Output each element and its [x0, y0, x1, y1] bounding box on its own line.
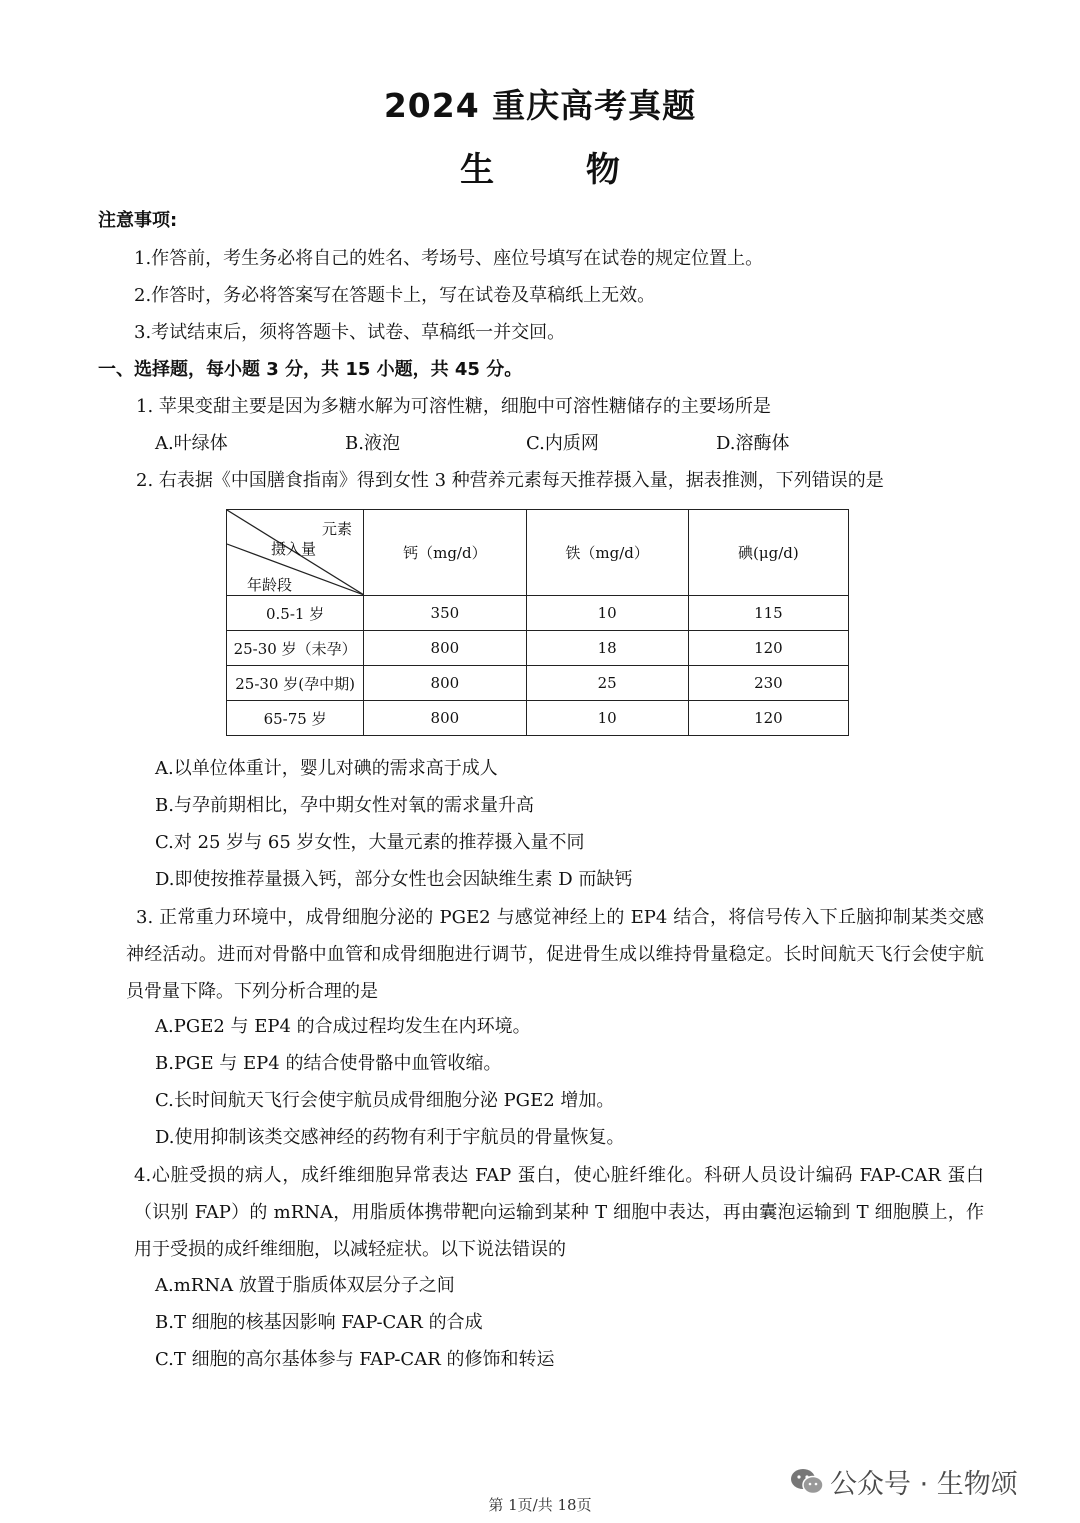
question-1-stem: 1. 苹果变甜主要是因为多糖水解为可溶性糖，细胞中可溶性糖储存的主要场所是	[136, 396, 771, 417]
table-row	[227, 701, 849, 736]
table-corner-cell	[227, 510, 364, 596]
corner-label-intake: 摄入量	[271, 540, 317, 558]
q3-option-b: B.PGE 与 EP4 的结合使骨骼中血管收缩。	[155, 1053, 502, 1074]
value-cell: 800	[364, 666, 526, 701]
page-number: 第 1页/共 18页	[488, 1496, 592, 1514]
table-row	[227, 631, 849, 666]
column-header-iodine: 碘(μg/d)	[688, 510, 848, 596]
q1-option-c: C.内质网	[526, 433, 599, 454]
q2-option-c: C.对 25 岁与 65 岁女性，大量元素的推荐摄入量不同	[155, 832, 585, 853]
value-cell: 800	[364, 631, 526, 666]
value-cell: 115	[688, 596, 848, 631]
q1-option-b: B.液泡	[345, 433, 400, 454]
q4-option-a: A.mRNA 放置于脂质体双层分子之间	[155, 1275, 455, 1296]
question-2-stem: 2. 右表据《中国膳食指南》得到女性 3 种营养元素每天推荐摄入量，据表推测，下列错误的是	[136, 470, 884, 491]
q3-option-d: D.使用抑制该类交感神经的药物有利于宇航员的骨量恢复。	[155, 1127, 625, 1148]
age-cell: 65-75 岁	[227, 701, 364, 736]
q2-option-b: B.与孕前期相比，孕中期女性对氧的需求量升高	[155, 795, 534, 816]
value-cell: 120	[688, 631, 848, 666]
watermark-text: 公众号 · 生物颂	[830, 1469, 1018, 1500]
q3-option-c: C.长时间航天飞行会使宇航员成骨细胞分泌 PGE2 增加。	[155, 1090, 615, 1111]
q4-option-c: C.T 细胞的高尔基体参与 FAP-CAR 的修饰和转运	[155, 1349, 555, 1370]
value-cell: 25	[526, 666, 688, 701]
exam-title: 2024 重庆高考真题	[383, 86, 697, 125]
corner-label-age: 年龄段	[247, 576, 293, 594]
value-cell: 350	[364, 596, 526, 631]
age-cell: 25-30 岁（未孕）	[227, 631, 364, 666]
notice-item: 1.作答前，考生务必将自己的姓名、考场号、座位号填写在试卷的规定位置上。	[134, 248, 764, 269]
section-heading: 一、选择题，每小题 3 分，共 15 小题，共 45 分。	[98, 359, 523, 380]
table-row	[227, 666, 849, 701]
q4-option-b: B.T 细胞的核基因影响 FAP-CAR 的合成	[155, 1312, 483, 1333]
table-row	[227, 596, 849, 631]
column-header-iron: 铁（mg/d）	[526, 510, 688, 596]
value-cell: 18	[526, 631, 688, 666]
value-cell: 10	[526, 596, 688, 631]
q2-option-a: A.以单位体重计，婴儿对碘的需求高于成人	[155, 758, 498, 779]
age-cell: 0.5-1 岁	[227, 596, 364, 631]
question-3-stem: 3. 正常重力环境中，成骨细胞分泌的 PGE2 与感觉神经上的 EP4 结合，将信号传入下丘脑抑制某类交感神经活动。进而对骨骼中血管和成骨细胞进行调节，促进骨生成以维持骨量稳定。长时间航天飞行会使宇航员骨量下降。下列分析合理的是	[126, 907, 984, 1002]
nutrient-table	[226, 509, 849, 736]
q2-option-d: D.即使按推荐量摄入钙，部分女性也会因缺维生素 D 而缺钙	[155, 869, 633, 890]
table-header-row	[227, 510, 849, 596]
column-header-calcium: 钙（mg/d）	[364, 510, 526, 596]
value-cell: 800	[364, 701, 526, 736]
subject-title: 生 物	[460, 150, 660, 190]
age-cell: 25-30 岁(孕中期)	[227, 666, 364, 701]
value-cell: 120	[688, 701, 848, 736]
value-cell: 10	[526, 701, 688, 736]
corner-label-element: 元素	[322, 520, 353, 538]
notice-item: 3.考试结束后，须将答题卡、试卷、草稿纸一并交回。	[134, 322, 566, 343]
q1-option-a: A.叶绿体	[155, 433, 228, 454]
value-cell: 230	[688, 666, 848, 701]
notice-heading: 注意事项:	[98, 210, 178, 231]
question-4-stem: 4.心脏受损的病人，成纤维细胞异常表达 FAP 蛋白，使心脏纤维化。科研人员设计编码 FAP-CAR 蛋白（识别 FAP）的 mRNA，用脂质体携带靶向运输到某种 T 细胞中表达，再由囊泡运输到 T 细胞膜上，作用于受损的成纤维细胞，以减轻症状。以下说法错误的	[134, 1165, 984, 1260]
q3-option-a: A.PGE2 与 EP4 的合成过程均发生在内环境。	[155, 1016, 531, 1037]
q1-option-d: D.溶酶体	[716, 433, 790, 454]
notice-item: 2.作答时，务必将答案写在答题卡上，写在试卷及草稿纸上无效。	[134, 285, 656, 306]
